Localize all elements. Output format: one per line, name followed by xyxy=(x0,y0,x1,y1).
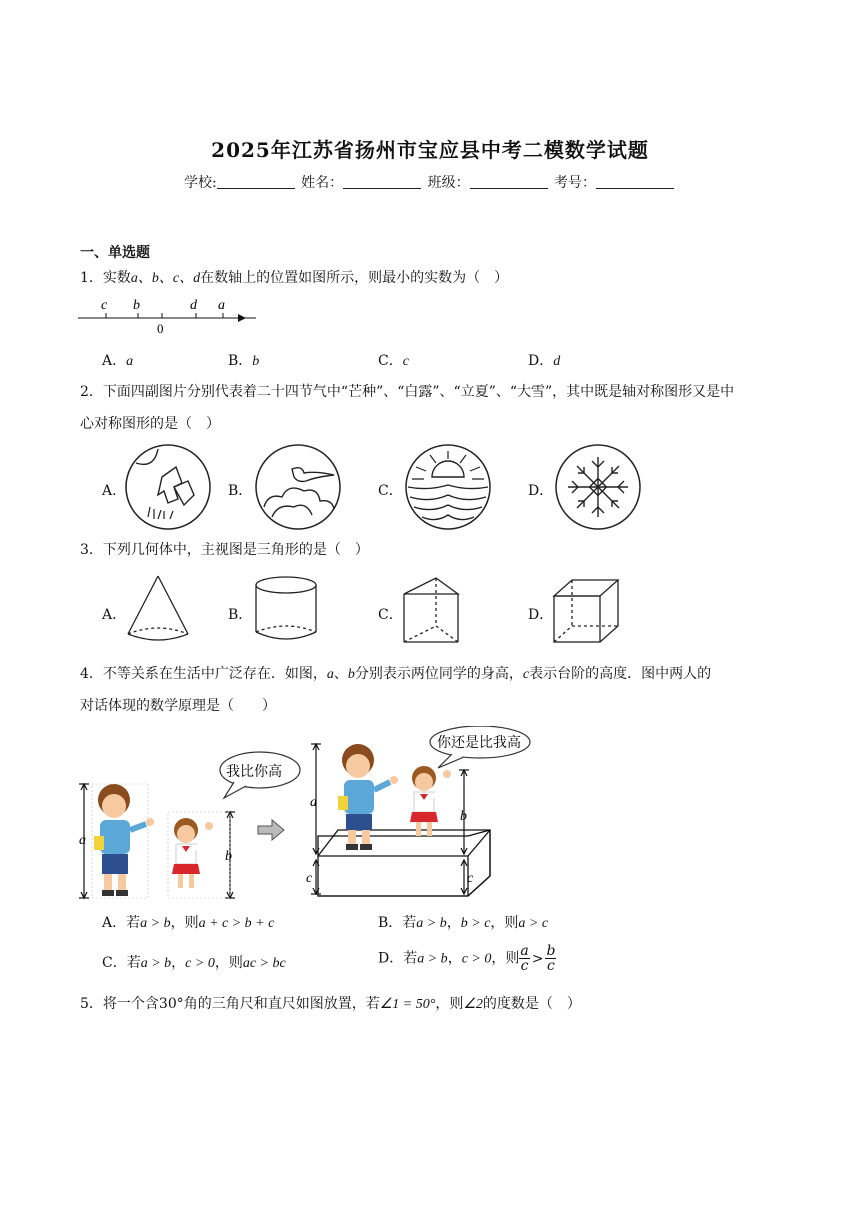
opt-text: 若 xyxy=(403,950,418,967)
exam-no-blank[interactable] xyxy=(596,174,674,189)
opt-result: a > c xyxy=(518,916,549,931)
q4-option-a[interactable] xyxy=(102,912,274,932)
opt-letter: C． xyxy=(102,955,127,971)
opt-cond: c > 0 xyxy=(185,956,215,971)
opt-then: ，则 xyxy=(214,955,243,971)
q1-option-a[interactable] xyxy=(102,350,133,370)
opt-letter: D． xyxy=(378,950,404,967)
q4-text-c: 表示台阶的高度．图中两人的 xyxy=(529,666,712,682)
right-label-b: b xyxy=(460,809,467,824)
q5-target: ∠2 xyxy=(463,997,483,1012)
frac-den: c xyxy=(520,958,529,974)
question-2-line1: 2．下面四副图片分别代表着二十四节气中“芒种”、“白露”、“立夏”、“大雪”，其中既是轴对称图形又是中 xyxy=(80,384,735,400)
exam-no-label: 考号： xyxy=(554,175,597,191)
opt-cond: a > b xyxy=(140,916,171,931)
q4-option-c[interactable] xyxy=(102,952,286,972)
q4-text-a: 4．不等关系在生活中广泛存在．如图， xyxy=(80,666,327,682)
question-1 xyxy=(80,268,508,289)
q4-text-b: 分别表示两位同学的身高， xyxy=(354,666,523,682)
frac-num: a xyxy=(520,943,529,959)
opt-letter: A． xyxy=(102,353,127,369)
question-2-line2: 心对称图形的是（ ） xyxy=(80,416,220,432)
q1-option-b[interactable] xyxy=(228,350,259,370)
q5-text-a: 5．将一个含 xyxy=(80,996,159,1012)
transition-arrow-icon xyxy=(258,820,284,840)
triangular-prism-icon xyxy=(400,574,466,646)
q4-option-d[interactable] xyxy=(378,944,556,973)
question-4-line2: 对话体现的数学原理是（ ） xyxy=(80,698,276,714)
cylinder-icon xyxy=(254,574,324,644)
left-label-a: a xyxy=(79,833,86,848)
q2-option-c[interactable]: C． xyxy=(378,483,403,499)
opt-then: ，则 xyxy=(491,950,520,967)
axis-label-a: a xyxy=(218,298,225,313)
opt-cond: a > b xyxy=(140,956,172,971)
question-3: 3．下列几何体中，主视图是三角形的是（ ） xyxy=(80,542,369,558)
opt-result: ac > bc xyxy=(242,956,286,971)
fraction-b-over-c xyxy=(545,944,556,973)
cone-icon xyxy=(124,572,194,644)
fraction-a-over-c xyxy=(519,944,529,973)
q1-number-line xyxy=(76,296,256,336)
school-label: 学校: xyxy=(183,175,217,191)
q5-text-b: 角的三角尺和直尺如图放置，若 xyxy=(183,996,380,1012)
opt-then: ，则 xyxy=(170,915,199,931)
opt-cond: b > c xyxy=(460,916,491,931)
q1-vars: a、b、c、d xyxy=(130,271,201,286)
cube-icon xyxy=(552,576,622,646)
q5-cond: ∠1 = 50° xyxy=(379,997,436,1012)
mangzhong-icon xyxy=(124,443,212,531)
class-label: 班级： xyxy=(427,175,470,191)
q5-text-d: 的度数是（ ） xyxy=(482,996,581,1012)
school-blank[interactable] xyxy=(217,174,295,189)
question-4-line1 xyxy=(80,664,711,685)
q2-option-d[interactable]: D． xyxy=(528,483,554,499)
q1-number: 1． xyxy=(80,270,103,286)
q4-sep: 、 xyxy=(333,666,348,682)
q2-option-a[interactable]: A． xyxy=(102,483,127,499)
q3-option-d[interactable]: D． xyxy=(528,607,554,623)
frac-den: c xyxy=(547,958,555,974)
q4-illustration xyxy=(74,726,534,906)
opt-value: c xyxy=(402,354,409,369)
opt-letter: B． xyxy=(378,915,403,931)
student-info-line xyxy=(0,172,860,192)
opt-value: a xyxy=(126,354,134,369)
frac-num: b xyxy=(546,943,556,959)
opt-letter: C． xyxy=(378,353,403,369)
opt-text: 若 xyxy=(126,915,141,931)
opt-result: a + c > b + c xyxy=(198,916,275,931)
opt-comma: ， xyxy=(447,950,462,967)
opt-then: ，则 xyxy=(490,915,519,931)
axis-zero: 0 xyxy=(157,321,164,336)
axis-label-d: d xyxy=(190,298,197,313)
opt-cond: a > b xyxy=(417,951,448,967)
question-5 xyxy=(80,994,581,1015)
bubble-right-text: 你还是比我高 xyxy=(437,736,521,751)
lixia-icon xyxy=(404,443,492,531)
page-title: 2025年江苏省扬州市宝应县中考二模数学试题 xyxy=(211,138,649,162)
name-label: 姓名： xyxy=(301,175,344,191)
axis-label-b: b xyxy=(133,298,140,313)
opt-value: b xyxy=(252,354,260,369)
q5-text-c: ，则 xyxy=(435,996,464,1012)
q5-angle: 30° xyxy=(158,996,184,1012)
daxue-snowflake-icon xyxy=(554,443,642,531)
q1-option-c[interactable] xyxy=(378,350,409,370)
opt-letter: B． xyxy=(228,353,253,369)
right-label-c-right: c xyxy=(467,871,474,886)
opt-letter: A． xyxy=(102,915,127,931)
q4-var-c: c xyxy=(522,667,530,682)
name-blank[interactable] xyxy=(343,174,421,189)
q4-option-b[interactable] xyxy=(378,912,548,932)
q3-option-b[interactable]: B． xyxy=(228,607,253,623)
q1-option-d[interactable] xyxy=(528,350,560,370)
right-scene xyxy=(306,726,530,896)
section-heading: 一、单选题 xyxy=(80,245,150,261)
bubble-left-text: 我比你高 xyxy=(226,765,282,780)
opt-text: 若 xyxy=(402,915,417,931)
q1-text-b: 在数轴上的位置如图所示，则最小的实数为（ ） xyxy=(200,270,509,286)
q4-var-b: b xyxy=(347,667,355,682)
left-label-b: b xyxy=(225,849,232,864)
opt-gt: > xyxy=(531,950,544,967)
q3-option-a[interactable]: A． xyxy=(102,607,127,623)
q3-option-c[interactable]: C． xyxy=(378,607,403,623)
opt-cond: a > b xyxy=(416,916,447,931)
right-label-a: a xyxy=(310,795,317,810)
opt-comma: ， xyxy=(171,955,186,971)
opt-value: d xyxy=(553,354,561,369)
class-blank[interactable] xyxy=(470,174,548,189)
q1-text-a: 实数 xyxy=(102,270,131,286)
opt-letter: D． xyxy=(528,353,554,369)
opt-comma: ， xyxy=(446,915,461,931)
opt-text: 若 xyxy=(126,955,141,971)
bailu-icon xyxy=(254,443,342,531)
opt-cond: c > 0 xyxy=(461,951,492,967)
left-scene xyxy=(79,752,300,898)
axis-label-c: c xyxy=(101,298,108,313)
right-label-c-left: c xyxy=(306,871,313,886)
q4-var-a: a xyxy=(326,667,334,682)
q2-option-b[interactable]: B． xyxy=(228,483,253,499)
